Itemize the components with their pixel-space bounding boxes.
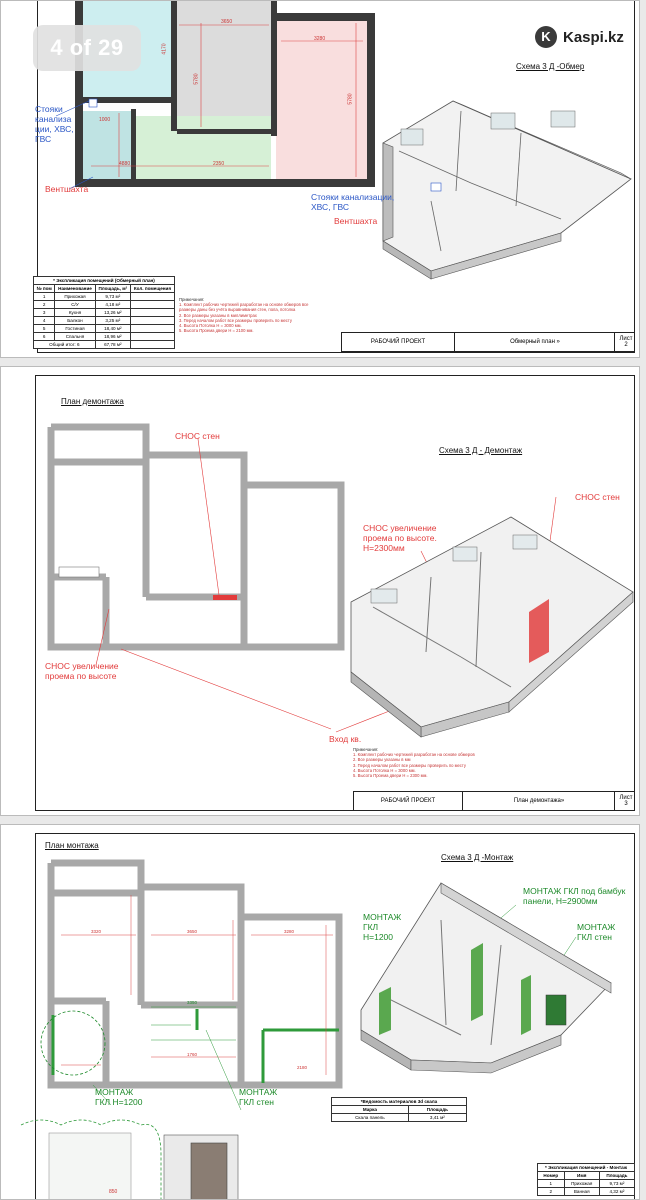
dim-label: 3650 <box>221 19 233 25</box>
dim-label: 3280 <box>284 929 295 934</box>
table-row: Скала панель 3,41 м² <box>332 1114 467 1122</box>
table-header: Номер <box>538 1172 565 1180</box>
gallery-counter: 4 of 29 <box>33 25 141 71</box>
table-row: 1 Прихожая 9,73 м² <box>538 1180 635 1188</box>
dim-label: 3320 <box>91 929 102 934</box>
dim-label: 1000 <box>99 117 111 123</box>
note-shaft-iso: Вентшахта <box>334 216 378 226</box>
dim-label: 3350 <box>187 1000 198 1005</box>
title-block <box>341 332 635 352</box>
table-header: Кол. помещения <box>130 285 174 293</box>
stamp-stage: РАБОЧИЙ ПРОЕКТ <box>370 339 426 345</box>
note-opening-plan: СНОС увеличение проема по высоте <box>45 661 119 681</box>
dim-label: 5780 <box>193 73 200 85</box>
dim-label: 3650 <box>187 929 198 934</box>
stamp-sheet: Лист 3 <box>614 792 637 810</box>
table-row: 4 Балкон 3,25 м² <box>34 317 175 325</box>
kaspi-brand[interactable] <box>535 25 624 49</box>
drawing-sheet-installation <box>0 824 640 1200</box>
materials-table <box>331 1097 467 1122</box>
iso-title: Схема 3 Д - Демонтаж <box>439 446 523 455</box>
table-row: 2 Ванная 4,32 м² <box>538 1188 635 1196</box>
note-gkl-1200-plan: МОНТАЖ ГКЛ Н=1200 <box>95 1087 143 1107</box>
table-header: Площадь, м² <box>95 285 130 293</box>
room-explication-table <box>33 276 175 349</box>
table-header: Марка <box>332 1106 409 1114</box>
brand-name: Kaspi.kz <box>563 28 624 46</box>
sheet-notes: Примечания: 1. Комплект рабочих чертежей разработан на основе обмеров все размеры даны без учёта выравнивания стен, пола, потолка 2. Все размеры указаны в миллиметрах 3. Перед началом работ все размеры проверить по месту 4. Высота Потолка Н = 3000 мм. 5. Высота Проема двери Н = 2100 мм. <box>179 297 309 334</box>
table-title: *Ведомость материалов 3d скала <box>332 1098 467 1106</box>
dim-label: 3280 <box>314 36 326 42</box>
note-entry: Вход кв. <box>329 734 362 744</box>
stamp-sheet: Лист 2 <box>614 333 637 351</box>
room-explication-table <box>537 1163 635 1196</box>
plan-title: План демонтажа <box>61 397 124 406</box>
table-header: Имя <box>564 1172 599 1180</box>
note-risers-iso: Стояки канализации, ХВС, ГВС <box>311 192 395 212</box>
iso-title: Схема 3 Д -Обмер <box>516 62 585 71</box>
drawing-sheet-demolition <box>0 366 640 816</box>
drawing-sheet-measurement <box>0 0 640 358</box>
table-row: 5 Гостиная 18,40 м² <box>34 325 175 333</box>
plan-title: План монтажа <box>45 841 99 850</box>
dim-label: 2350 <box>213 161 225 167</box>
note-bamboo-panels: МОНТАЖ ГКЛ под бамбук панели, Н=2900мм <box>523 886 626 906</box>
note-shaft: Вентшахта <box>45 184 89 194</box>
dim-label: 2180 <box>297 1065 308 1070</box>
detail-dim-label: 850 <box>109 1189 118 1195</box>
kaspi-logo-icon: K <box>535 26 557 48</box>
dim-label: 4880 <box>119 161 131 167</box>
note-risers: Стояки канализа ции, ХВС, ГВС <box>35 104 74 144</box>
note-walls-iso: СНОС стен <box>575 492 620 502</box>
table-header: Наименование <box>55 285 95 293</box>
table-row: 6 Спальня 18,96 м² <box>34 333 175 341</box>
note-walls: СНОС стен <box>175 431 220 441</box>
table-title: * Экспликация помещений (Обмерный план) <box>34 277 175 285</box>
stamp-stage: РАБОЧИЙ ПРОЕКТ <box>380 798 436 804</box>
table-row: 3 Кухня 13,26 м² <box>34 309 175 317</box>
table-header: Площадь <box>408 1106 466 1114</box>
note-gkl-walls-plan: МОНТАЖ ГКЛ стен <box>239 1087 278 1107</box>
installation-plan-drawing <box>1 825 640 1200</box>
sheet-notes: Примечания: 1. Комплект рабочих чертежей разработан на основе обмеров 2. Все размеры указаны в мм 3. Перед началом работ все размеры проверить по месту 4. Высота Потолка Н = 3000 мм. 5. Высота Проема двери Н = 2300 мм. <box>353 747 475 779</box>
stamp-name: План демонтажа» <box>462 792 615 810</box>
note-gkl-1200-iso: МОНТАЖ ГКЛ Н=1200 <box>363 912 402 942</box>
title-block <box>353 791 635 811</box>
dim-label: 5780 <box>347 93 354 105</box>
stamp-name: Обмерный план » <box>454 333 615 351</box>
iso-title: Схема 3 Д -Монтаж <box>441 853 514 862</box>
note-gkl-walls-iso: МОНТАЖ ГКЛ стен <box>577 922 616 942</box>
table-total-row: Общий итог: 6 67,78 м² <box>34 341 175 349</box>
dim-label: 4170 <box>161 43 168 55</box>
table-header: № пом <box>34 285 55 293</box>
table-title: * Экспликация помещений - Монтаж <box>538 1164 635 1172</box>
demolition-plan-drawing <box>1 367 640 816</box>
table-header: Площадь <box>599 1172 634 1180</box>
note-opening-iso: СНОС увеличение проема по высоте. Н=2300мм <box>363 523 437 553</box>
table-row: 1 Прихожая 9,73 м² <box>34 293 175 301</box>
table-row: 2 С/У 4,18 м² <box>34 301 175 309</box>
dim-label: 1760 <box>187 1052 198 1057</box>
